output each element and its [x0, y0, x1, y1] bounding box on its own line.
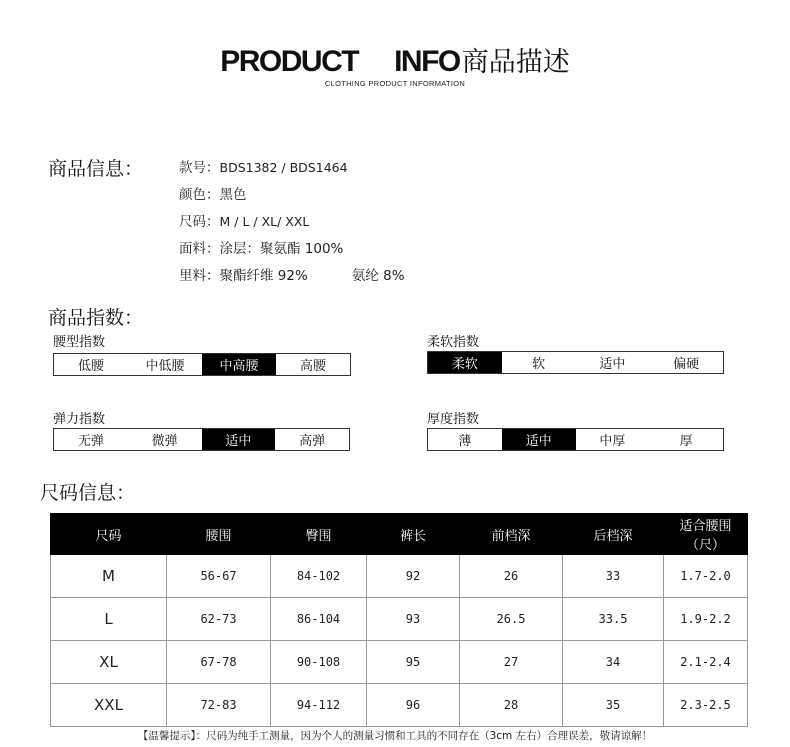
elastic-index-scale — [53, 428, 350, 451]
table-cell: 26 — [460, 555, 563, 598]
scale-option: 适中 — [502, 429, 576, 450]
info-value: M / L / XL/ XXL — [219, 214, 310, 229]
size-info-heading: 尺码信息： — [40, 482, 136, 504]
info-label: 尺码： — [179, 214, 220, 230]
info-label: 里料： — [179, 268, 220, 284]
table-cell: 1.9-2.2 — [664, 598, 748, 641]
table-cell: 33 — [563, 555, 664, 598]
table-row — [51, 598, 748, 641]
table-cell: 92 — [367, 555, 460, 598]
scale-option: 适中 — [599, 357, 626, 372]
table-cell: 90-108 — [271, 641, 367, 684]
column-header: 后档深 — [563, 514, 664, 555]
table-cell: 67-78 — [167, 641, 271, 684]
title-product: PRODUCT — [220, 45, 359, 78]
table-cell: 96 — [367, 684, 460, 727]
column-header: 前档深 — [460, 514, 563, 555]
info-style-no — [179, 156, 348, 176]
table-cell: 62-73 — [167, 598, 271, 641]
size-table — [50, 513, 748, 727]
scale-option: 无弹 — [77, 434, 104, 449]
table-row — [51, 684, 748, 727]
column-header: 腰围 — [167, 514, 271, 555]
scale-option: 微弹 — [151, 434, 178, 449]
scale-option: 中厚 — [599, 434, 626, 449]
table-cell: 95 — [367, 641, 460, 684]
waist-index-scale — [53, 353, 351, 376]
table-cell: XXL — [51, 684, 167, 727]
column-header: 适合腰围（尺） — [664, 514, 748, 555]
info-value: BDS1382 / BDS1464 — [219, 160, 348, 175]
table-cell: 1.7-2.0 — [664, 555, 748, 598]
scale-option: 适中 — [202, 429, 276, 450]
table-cell: 56-67 — [167, 555, 271, 598]
table-header-row — [51, 514, 748, 555]
thickness-index-scale — [427, 428, 724, 451]
scale-option: 厚 — [679, 434, 693, 449]
table-cell: 94-112 — [271, 684, 367, 727]
info-label: 颜色： — [179, 187, 220, 203]
table-cell: 72-83 — [167, 684, 271, 727]
footnote: 【温馨提示】：尺码为纯手工测量，因为个人的测量习惯和工具的不同存在（3cm 左右）合理误差，敬请谅解！ — [137, 730, 653, 742]
scale-option: 中高腰 — [202, 354, 276, 375]
table-row — [51, 641, 748, 684]
table-cell: 86-104 — [271, 598, 367, 641]
info-label: 面料： — [179, 241, 220, 257]
scale-option: 低腰 — [77, 359, 104, 374]
table-cell: 33.5 — [563, 598, 664, 641]
info-value: 聚酯纤维 92% — [219, 268, 308, 284]
info-label: 款号： — [179, 160, 220, 176]
indices-heading: 商品指数： — [48, 307, 144, 329]
soft-index-scale — [427, 351, 724, 374]
page-subtitle: CLOTHING PRODUCT INFORMATION — [324, 79, 466, 88]
title-info: INFO — [394, 45, 460, 78]
table-cell: 27 — [460, 641, 563, 684]
table-cell: 26.5 — [460, 598, 563, 641]
table-cell: 35 — [563, 684, 664, 727]
table-cell: XL — [51, 641, 167, 684]
waist-index-label: 腰型指数 — [53, 335, 106, 350]
scale-option: 薄 — [458, 434, 472, 449]
scale-option: 柔软 — [428, 352, 502, 373]
info-value-2: 氨纶 8% — [351, 268, 405, 284]
table-cell: M — [51, 555, 167, 598]
column-header: 臀围 — [271, 514, 367, 555]
soft-index-label: 柔软指数 — [427, 335, 480, 350]
scale-option: 高腰 — [299, 359, 326, 374]
scale-option: 高弹 — [299, 434, 326, 449]
info-value: 涂层：聚氨酯 100% — [219, 241, 344, 257]
table-cell: 2.3-2.5 — [664, 684, 748, 727]
scale-option: 软 — [532, 357, 546, 372]
title-cn: 商品描述 — [461, 47, 570, 78]
elastic-index-label: 弹力指数 — [53, 412, 106, 427]
table-cell: 34 — [563, 641, 664, 684]
info-size — [179, 210, 309, 230]
scale-option: 偏硬 — [673, 357, 700, 372]
info-lining — [179, 264, 405, 284]
info-fabric — [179, 237, 343, 257]
table-cell: 84-102 — [271, 555, 367, 598]
column-header: 尺码 — [51, 514, 167, 555]
table-cell: 93 — [367, 598, 460, 641]
table-cell: 28 — [460, 684, 563, 727]
table-cell: L — [51, 598, 167, 641]
table-cell: 2.1-2.4 — [664, 641, 748, 684]
page-title — [0, 40, 790, 79]
info-value: 黑色 — [219, 187, 247, 203]
table-row — [51, 555, 748, 598]
info-color — [179, 183, 247, 203]
scale-option: 中低腰 — [145, 359, 185, 374]
product-info-heading: 商品信息： — [48, 158, 144, 180]
thickness-index-label: 厚度指数 — [427, 412, 480, 427]
column-header: 裤长 — [367, 514, 460, 555]
